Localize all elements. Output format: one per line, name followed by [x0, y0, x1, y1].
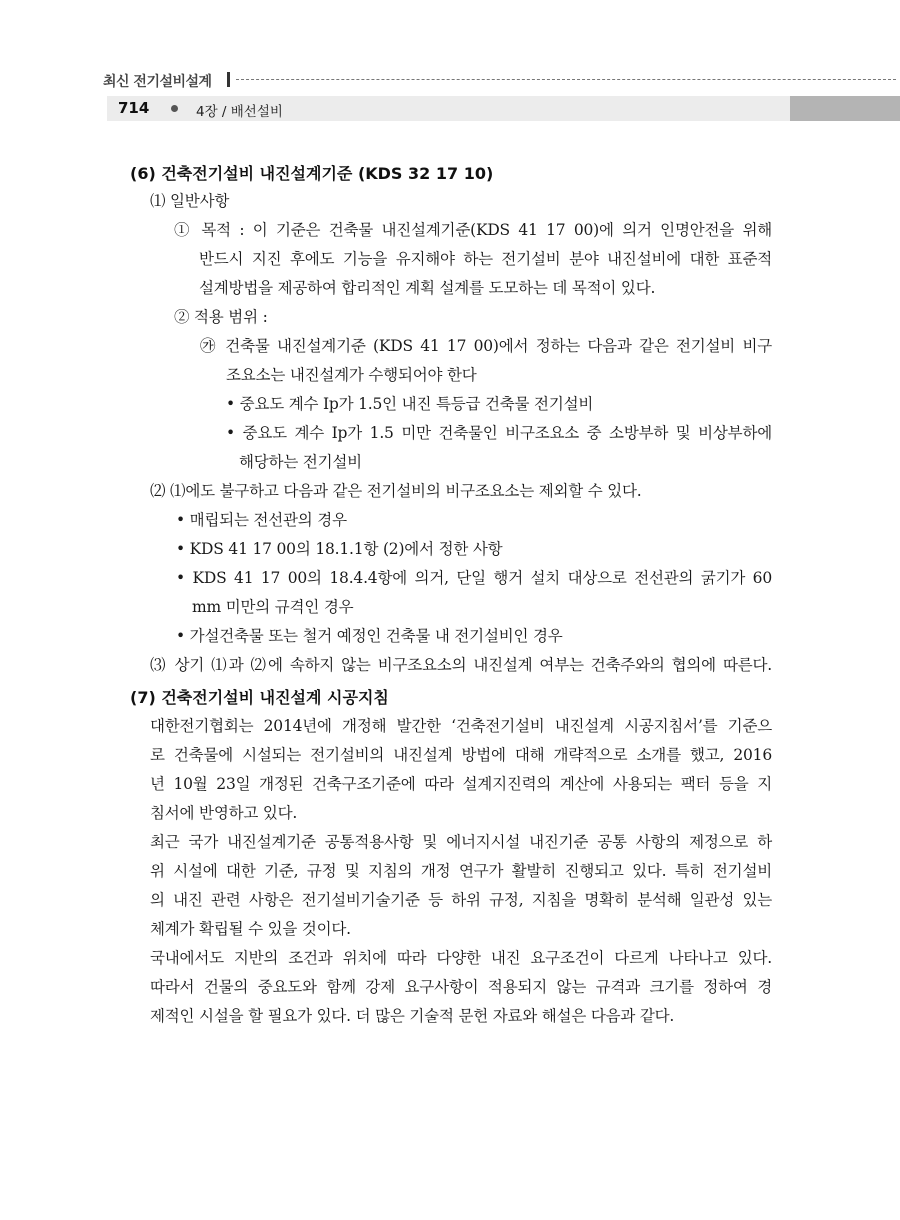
- header-dashed-rule: [236, 79, 896, 80]
- scope-item-line: 조요소는 내진설계가 수행되어야 한다: [226, 366, 477, 384]
- header-divider: [227, 72, 230, 87]
- page-number: 714: [118, 99, 150, 117]
- paragraph-line: 로 건축물에 시설되는 전기설비의 내진설계 방법에 대해 개략적으로 소개를 했고, 2016: [150, 746, 772, 764]
- section-7-heading: (7) 건축전기설비 내진설계 시공지침: [130, 688, 389, 707]
- book-title: 최신 전기설비설계: [103, 74, 212, 90]
- paragraph-line: 위 시설에 대한 기준, 규정 및 지침의 개정 연구가 활발히 진행되고 있다. 특히 전기설비: [150, 862, 772, 880]
- exclusion-bullet: • KDS 41 17 00의 18.1.1항 (2)에서 정한 사항: [176, 540, 503, 558]
- scope-bullet: 해당하는 전기설비: [239, 453, 362, 471]
- exclusion-bullet: • 매립되는 전선관의 경우: [176, 511, 347, 529]
- purpose-line: 반드시 지진 후에도 기능을 유지해야 하는 전기설비 분야 내진설비에 대한 표준적: [199, 250, 772, 268]
- exclusion-bullet: mm 미만의 규격인 경우: [192, 598, 354, 616]
- subsection-2-title: ⑵ ⑴에도 불구하고 다음과 같은 전기설비의 비구조요소는 제외할 수 있다.: [150, 482, 642, 500]
- paragraph-line: 년 10월 23일 개정된 건축구조기준에 따라 설계지진력의 계산에 사용되는 팩터 등을 지: [150, 775, 772, 793]
- scope-item-line: ㉮ 건축물 내진설계기준 (KDS 41 17 00)에서 정하는 다음과 같은 전기설비 비구: [200, 337, 772, 355]
- exclusion-bullet: • KDS 41 17 00의 18.4.4항에 의거, 단일 행거 설치 대상으로 전선관의 굵기가 60: [176, 569, 772, 587]
- scope-bullet: • 중요도 계수 Ip가 1.5인 내진 특등급 건축물 전기설비: [226, 395, 594, 413]
- purpose-line: 설계방법을 제공하여 합리적인 계획 설계를 도모하는 데 목적이 있다.: [199, 279, 656, 297]
- purpose-line: ① 목적 : 이 기준은 건축물 내진설계기준(KDS 41 17 00)에 의거 인명안전을 위해: [174, 221, 772, 239]
- paragraph-line: 제적인 시설을 할 필요가 있다. 더 많은 기술적 문헌 자료와 해설은 다음과 같다.: [150, 1007, 675, 1025]
- paragraph-line: 대한전기협회는 2014년에 개정해 발간한 ‘건축전기설비 내진설계 시공지침서’를 기준으: [150, 717, 772, 735]
- subsection-1-title: ⑴ 일반사항: [150, 192, 230, 210]
- scope-bullet: • 중요도 계수 Ip가 1.5 미만 건축물인 비구조요소 중 소방부하 및 비상부하에: [226, 424, 772, 442]
- bullet-dot-icon: [171, 105, 178, 112]
- paragraph-line: 최근 국가 내진설계기준 공통적용사항 및 에너지시설 내진기준 공통 사항의 제정으로 하: [150, 833, 772, 851]
- paragraph-line: 침서에 반영하고 있다.: [150, 804, 298, 822]
- paragraph-line: 국내에서도 지반의 조건과 위치에 따라 다양한 내진 요구조건이 다르게 나타나고 있다.: [150, 949, 772, 967]
- header-tab: [790, 96, 900, 121]
- paragraph-line: 체계가 확립될 수 있을 것이다.: [150, 920, 351, 938]
- chapter-label: 4장 / 배선설비: [196, 104, 283, 120]
- scope-title: ② 적용 범위 :: [174, 308, 268, 326]
- paragraph-line: 따라서 건물의 중요도와 함께 강제 요구사항이 적용되지 않는 규격과 크기를 정하여 경: [150, 978, 772, 996]
- section-6-heading: (6) 건축전기설비 내진설계기준 (KDS 32 17 10): [130, 164, 494, 183]
- exclusion-bullet: • 가설건축물 또는 철거 예정인 건축물 내 전기설비인 경우: [176, 627, 563, 645]
- paragraph-line: 의 내진 관련 사항은 전기설비기술기준 등 하위 규정, 지침을 명확히 분석해 일관성 있는: [150, 891, 772, 909]
- subsection-3-text: ⑶ 상기 ⑴과 ⑵에 속하지 않는 비구조요소의 내진설계 여부는 건축주와의 협의에 따른다.: [150, 656, 772, 674]
